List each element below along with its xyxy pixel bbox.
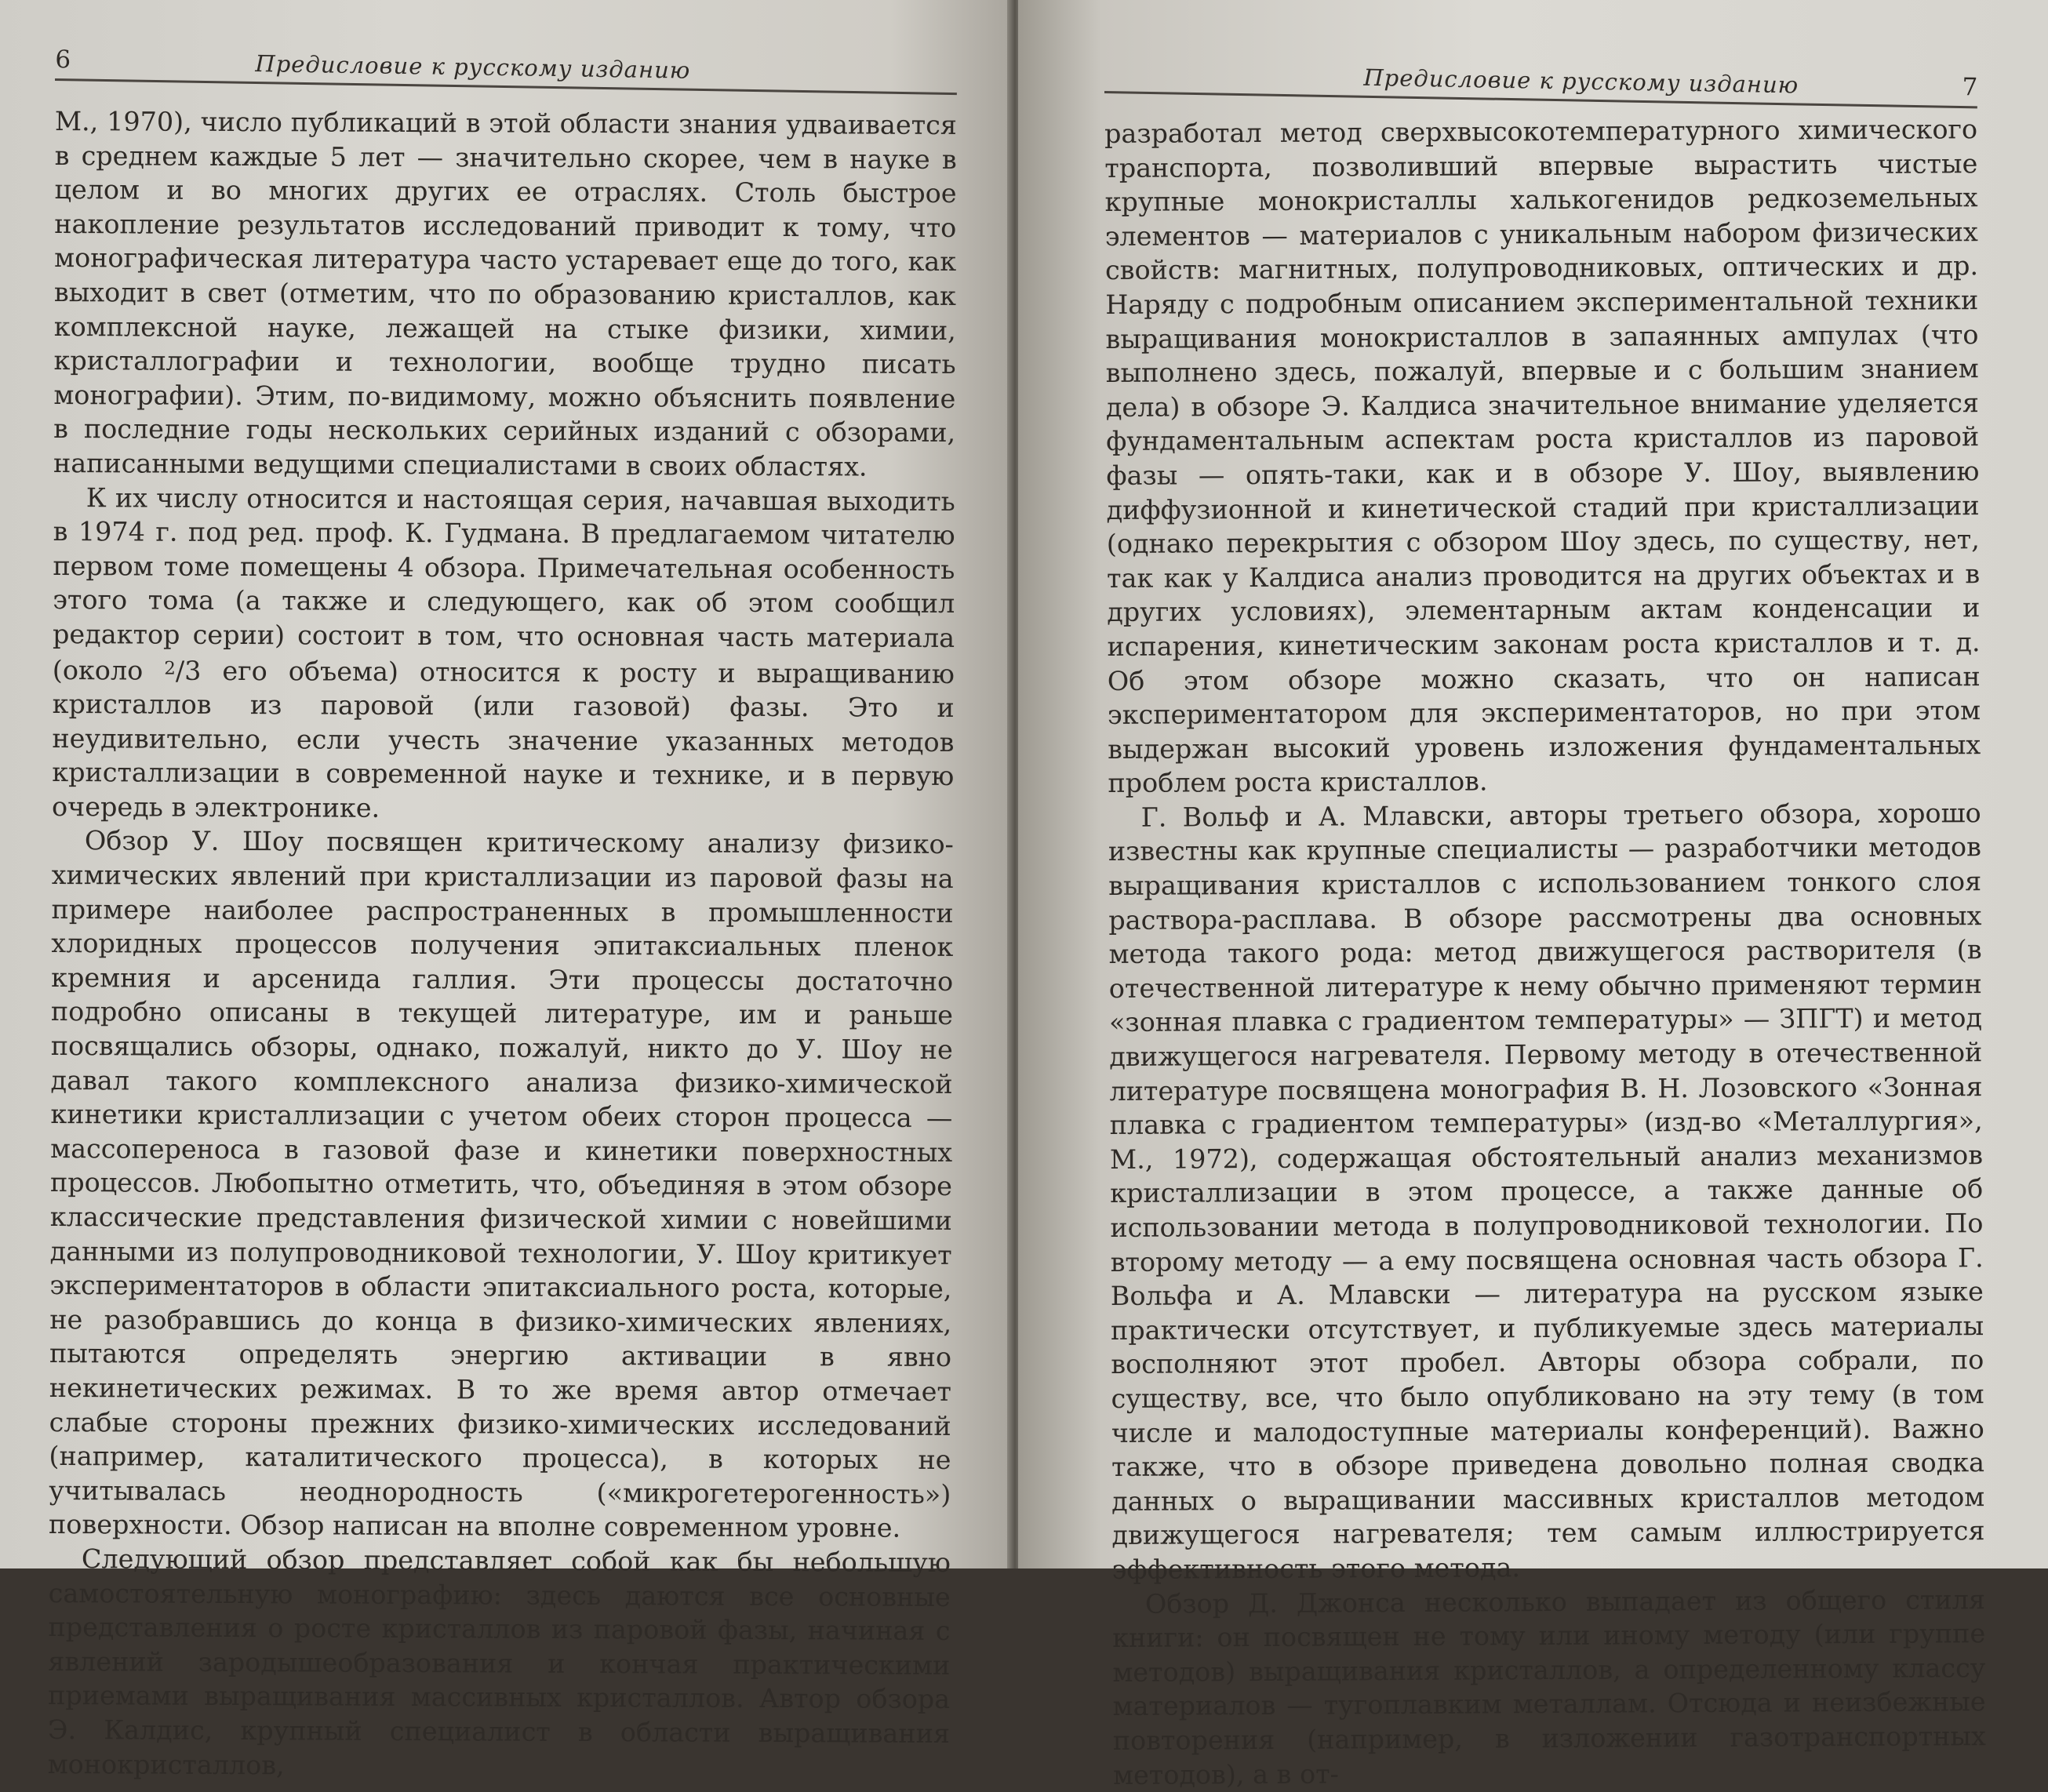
page-number: 7 (1962, 73, 1978, 102)
running-title: Предисловие к русскому изданию (255, 50, 691, 84)
left-page-header (55, 45, 958, 95)
paragraph: Следующий обзор представляет собой как бы небольшую самостоятельную монографию: здесь даются все основные представления о росте кристаллов из паровой фазы, начиная с явлений зародышеобразования и кончая практическими приемами выращивания массивных кристаллов. Автор обзора Э. Калдис, крупный специалист в области выращивания монокристаллов, (47, 1543, 951, 1780)
fraction-numerator: 2 (164, 658, 176, 679)
page-number: 6 (55, 45, 71, 75)
paragraph: К их числу относится и настоящая серия, начавшая выходить в 1974 г. под ред. проф. К. Гудмана. В предлагаемом читателю первом томе помещены 4 обзора. Примечательная особенность этого тома (а также и следующего, как об этом сообщил редактор серии) состоит в том, что основная часть материала (около $^2$/3 его объема) относится к росту и выращиванию кристаллов из паровой (или газовой) фазы. Это и неудивительно, если учесть значение указанных методов кристаллизации в современной науке и технике, и в первую очередь в электронике. (52, 482, 955, 823)
right-page-body (1104, 112, 1986, 1792)
right-page (1018, 0, 2048, 1790)
paragraph: разработал метод сверхвысокотемпературного химического транспорта, позволивший впервые вырастить чистые крупные монокристаллы халькогенидов редкоземельных элементов — материалов с уникальным набором физических свойств: магнитных, полупроводниковых, оптических и др. Наряду с подробным описанием экспериментальной техники выращивания монокристаллов в запаянных ампулах (что выполнено здесь, пожалуй, впервые и с большим знанием дела) в обзоре Э. Калдиса значительное внимание уделяется фундаментальным аспектам роста кристаллов из паровой фазы — опять-таки, как и в обзоре У. Шоу, выявлению диффузионной и кинетической стадий при кристаллизации (однако перекрытия с обзором Шоу здесь, по существу, нет, так как у Калдиса анализ проводится на других объектах и в других условиях), элементарным актам конденсации и испарения, кинетическим законам роста кристаллов и т. д. Об этом обзоре можно сказать, что он написан экспериментатором для экспериментаторов, но при этом выдержан высокий уровень изложения фундаментальных проблем роста кристаллов. (1104, 114, 1981, 799)
fraction-denominator: 3 (184, 655, 202, 686)
right-page-header (1104, 58, 1978, 108)
paragraph: Обзор Д. Джонса несколько выпадает из общего стиля книги: он посвящен не тому или иному методу (или группе методов) выращивания кристаллов, а определенному классу материалов — тугоплавким металлам. Отсюда и неизбежные повторения (например, в изложении газотранспортных методов), а в от- (1112, 1583, 1986, 1790)
paragraph: Г. Вольф и А. Млавски, авторы третьего обзора, хорошо известны как крупные специалисты — разработчики методов выращивания кристаллов с использованием тонкого слоя раствора-расплава. В обзоре рассмотрены два основных метода такого рода: метод движущегося растворителя (в отечественной литературе к нему обычно применяют термин «зонная плавка с градиентом температуры» — ЗПГТ) и метод движущегося нагревателя. Первому методу в отечественной литературе посвящена монография В. Н. Лозовского «Зонная плавка с градиентом температуры» (изд-во «Металлургия», М., 1972), содержащая обстоятельный анализ механизмов кристаллизации в этом процессе, а также данные об использовании метода в полупроводниковой технологии. По второму методу — а ему посвящена основная часть обзора Г. Вольфа и А. Млавски — литература на русском языке практически отсутствует, и публикуемые здесь материалы восполняют этот пробел. Авторы обзора собрали, по существу, все, что было опубликовано на эту тему (в том числе и малодоступные материалы конференций). Важно также, что в обзоре приведена довольно полная сводка данных о выращивании массивных кристаллов методом движущегося нагревателя; тем самым иллюстрируется эффективность этого метода. (1108, 798, 1985, 1585)
paragraph-text: его объема) относится к росту и выращиванию кристаллов из паровой (или газовой) фазы. Это и неудивительно, если учесть значение указанных методов кристаллизации в современной науке и технике, и в первую очередь в электронике. (52, 655, 955, 823)
left-page (0, 0, 1012, 1780)
left-page-body (48, 104, 957, 1785)
paragraph-text: К их числу относится и настоящая серия, начавшая выходить в 1974 г. под ред. проф. К. Гудмана. В предлагаемом читателю первом томе помещены 4 обзора. Примечательная особенность этого тома (а также и следующего, как об этом сообщил редактор серии) состоит в том, что основная часть материала (около (52, 482, 955, 685)
paragraph: Обзор У. Шоу посвящен критическому анализу физико-химических явлений при кристаллизации из паровой фазы на примере наиболее распространенных в промышленности хлоридных процессов получения эпитаксиальных пленок кремния и арсенида галлия. Эти процессы достаточно подробно описаны в текущей литературе, им и раньше посвящались обзоры, однако, пожалуй, никто до У. Шоу не давал такого комплексного анализа физико-химической кинетики кристаллизации с учетом обеих сторон процесса — массопереноса в газовой фазе и кинетики поверхностных процессов. Любопытно отметить, что, объединяя в этом обзоре классические представления физической химии с новейшими данными из полупроводниковой технологии, У. Шоу критикует экспериментаторов в области эпитаксиального роста, которые, не разобравшись до конца в физико-химических явлениях, пытаются определять энергию активации в явно некинетических режимах. В то же время автор отмечает слабые стороны прежних физико-химических исследований (например, каталитического процесса), в которых не учитывалась неоднородность («микрогетерогенность») поверхности. Обзор написан на вполне современном уровне. (49, 825, 954, 1544)
running-title: Предисловие к русскому изданию (1363, 64, 1799, 99)
paragraph: М., 1970), число публикаций в этой области знания удваивается в среднем каждые 5 лет — значительно скорее, чем в науке в целом и во многих других ее отраслях. Столь быстрое накопление результатов исследований приводит к тому, что монографическая литература часто устаревает еще до того, как выходит в свет (отметим, что по образованию кристаллов, как комплексной науке, лежащей на стыке физики, химии, кристаллографии и технологии, вообще трудно писать монографии). Этим, по-видимому, можно объяснить появление в последние годы нескольких серийных изданий с обзорами, написанными ведущими специалистами в своих областях. (53, 105, 957, 482)
